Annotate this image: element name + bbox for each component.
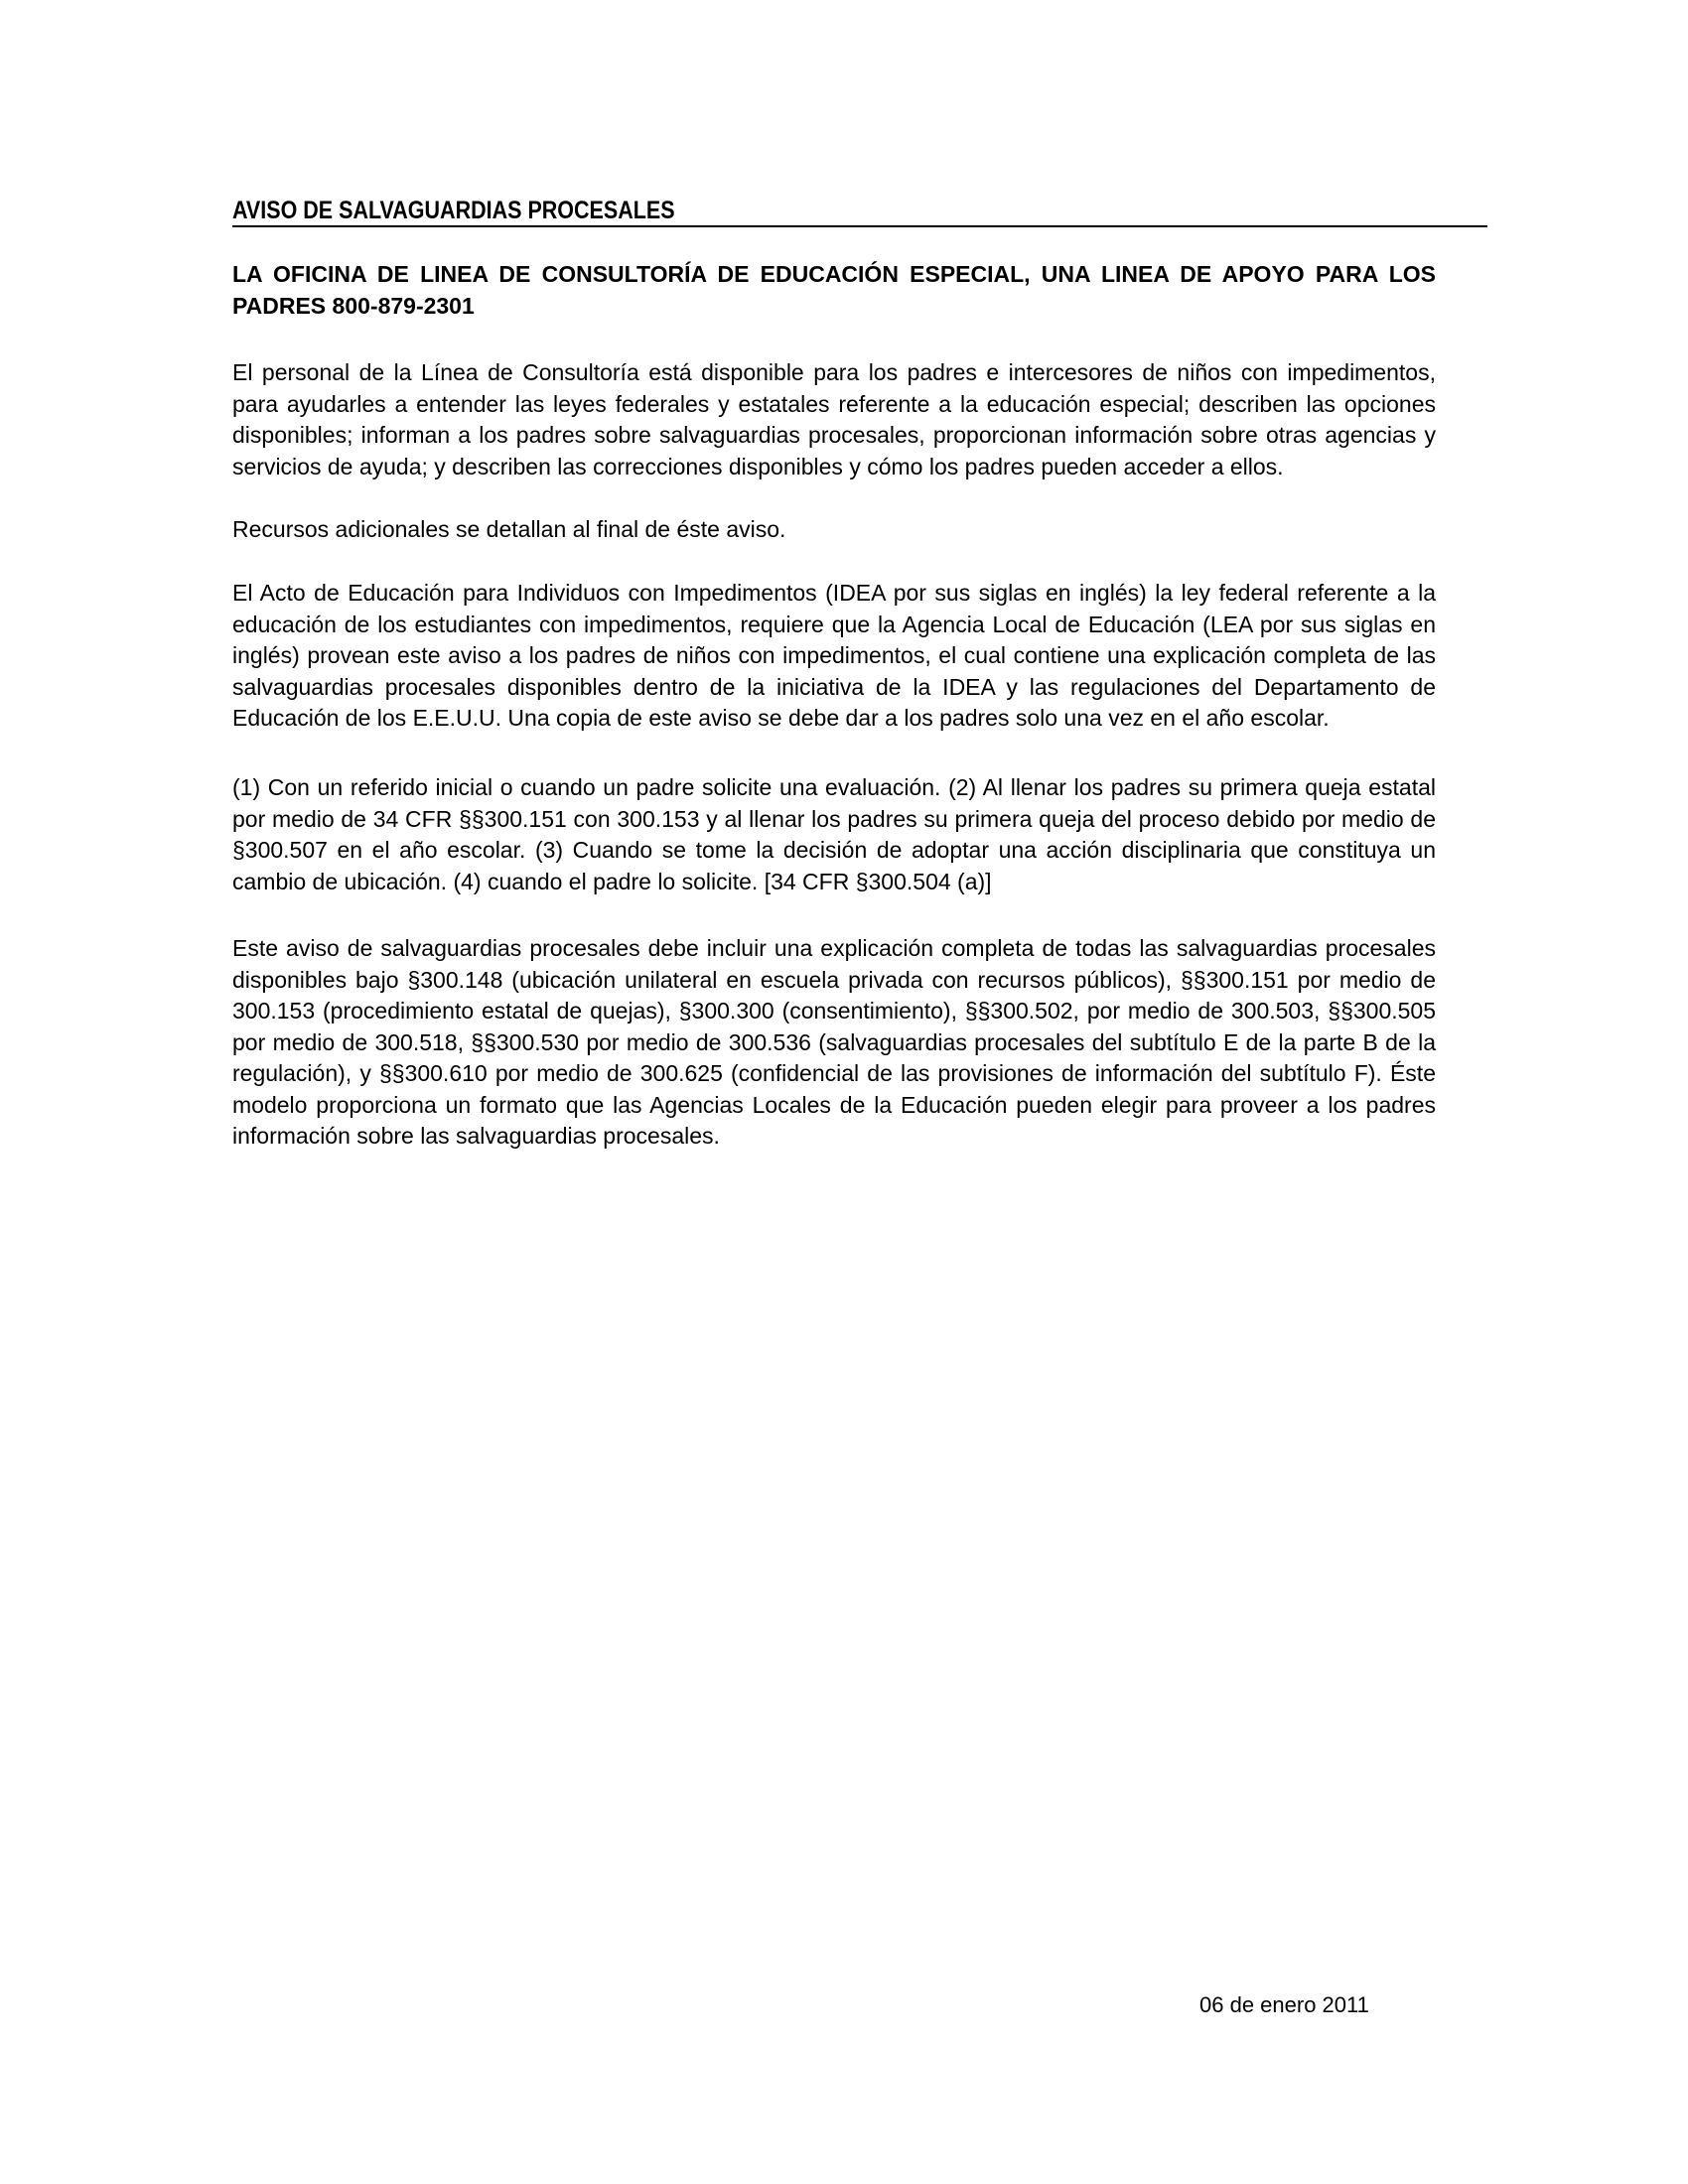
document-subtitle: LA OFICINA DE LINEA DE CONSULTORÍA DE EDUCACIÓN ESPECIAL, UNA LINEA DE APOYO PARA LOS PADRES 800-879-2301 <box>232 261 1436 319</box>
footer-date: 06 de enero 2011 <box>1199 1992 1369 2017</box>
paragraph-additional-resources: Recursos adicionales se detallan al final de éste aviso. <box>232 516 786 542</box>
paragraph-safeguards-explanation: Este aviso de salvaguardias procesales debe incluir una explicación completa de todas las salvaguardias procesales disponibles bajo §300.148 (ubicación unilateral en escuela privada con recursos públicos), §§300.151 por medio de 300.153 (procedimiento estatal de quejas), §300.300 (consentimiento), §§300.502, por medio de 300.503, §§300.505 por medio de 300.518, §§300.530 por medio de 300.536 (salvaguardias procesales del subtítulo E de la parte B de la regulación), y §§300.610 por medio de 300.625 (confidencial de las provisiones de información del subtítulo F). Éste modelo proporciona un formato que las Agencias Locales de la Educación pueden elegir para proveer a los padres información sobre las salvaguardias procesales. <box>232 935 1436 1149</box>
paragraph-idea-act: El Acto de Educación para Individuos con Impedimentos (IDEA por sus siglas en inglés) la ley federal referente a la educación de los estudiantes con impedimentos, requiere que la Agencia Local de Educación (LEA por sus siglas en inglés) provean este aviso a los padres de niños con impedimentos, el cual contiene una explicación completa de las salvaguardias procesales disponibles dentro de la iniciativa de la IDEA y las regulaciones del Departamento de Educación de los E.E.U.U. Una copia de este aviso se debe dar a los padres solo una vez en el año escolar. <box>232 580 1436 731</box>
paragraph-when-to-provide: (1) Con un referido inicial o cuando un padre solicite una evaluación. (2) Al llenar los padres su primera queja estatal por medio de 34 CFR §§300.151 con 300.153 y al llenar los padres su primera queja del proceso debido por medio de §300.507 en el año escolar. (3) Cuando se tome la decisión de adoptar una acción disciplinaria que constituya un cambio de ubicación. (4) cuando el padre lo solicite. [34 CFR §300.504 (a)] <box>232 774 1436 894</box>
title-underline-rule <box>232 196 1487 227</box>
paragraph-consultancy-line: El personal de la Línea de Consultoría está disponible para los padres e intercesores de niños con impedimentos, para ayudarles a entender las leyes federales y estatales referente a la educación especial; describen las opciones disponibles; informan a los padres sobre salvaguardias procesales, proporcionan información sobre otras agencias y servicios de ayuda; y describen las correcciones disponibles y cómo los padres pueden acceder a ellos. <box>232 359 1436 479</box>
document-title: AVISO DE SALVAGUARDIAS PROCESALES <box>232 197 675 224</box>
